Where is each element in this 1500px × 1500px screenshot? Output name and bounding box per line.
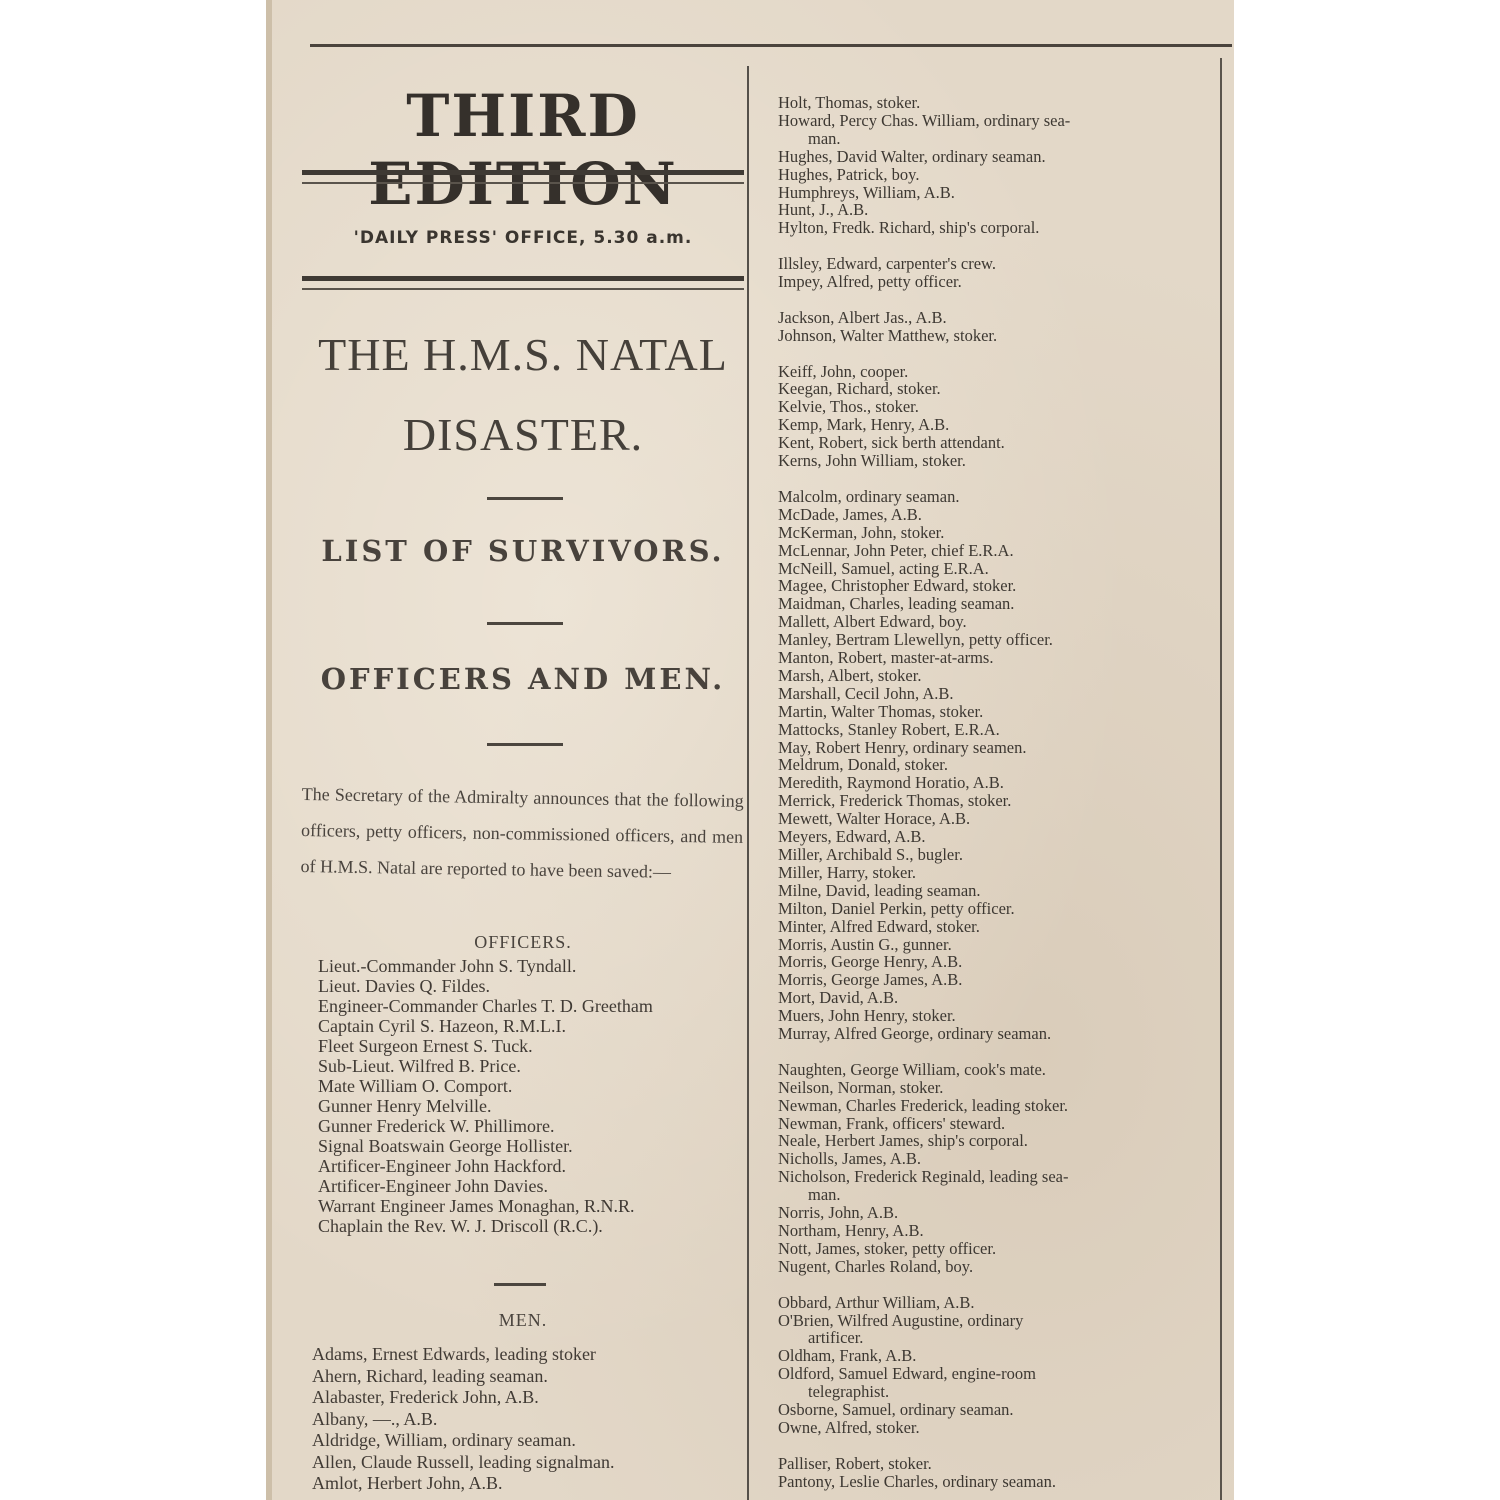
man-entry: Humphreys, William, A.B. [778,182,955,202]
group-gap [778,237,1218,255]
officer-entry: Lieut.-Commander John S. Tyndall. [318,956,577,976]
man-entry: McDade, James, A.B. [778,504,922,524]
officer-entry: Captain Cyril S. Hazeon, R.M.L.I. [318,1016,566,1036]
men-heading: MEN. [498,1310,548,1330]
headline-officers-men: OFFICERS AND MEN. [320,662,726,696]
man-entry: Morris, George James, A.B. [778,970,963,990]
group-gap [778,1043,1218,1061]
man-entry: Malcolm, ordinary seaman. [778,486,960,506]
man-entry: Minter, Alfred Edward, stoker. [778,916,980,936]
man-entry: Albany, —., A.B. [312,1408,438,1429]
man-entry: McKerman, John, stoker. [778,522,945,542]
man-entry: Ahern, Richard, leading seaman. [312,1365,548,1386]
man-entry: Northam, Henry, A.B. [778,1221,924,1241]
man-entry: Obbard, Arthur William, A.B. [778,1292,975,1312]
man-entry: Mallett, Albert Edward, boy. [778,612,967,632]
man-entry: Murray, Alfred George, ordinary seaman. [778,1024,1052,1044]
man-entry: Osborne, Samuel, ordinary seaman. [778,1400,1014,1420]
officer-entry: Warrant Engineer James Monaghan, R.N.R. [318,1196,635,1216]
man-entry: Milne, David, leading seaman. [778,880,981,900]
man-entry: May, Robert Henry, ordinary seamen. [778,737,1027,757]
officer-entry: Engineer-Commander Charles T. D. Greetham [318,996,653,1016]
officer-entry: Sub-Lieut. Wilfred B. Price. [318,1056,521,1076]
headline-sub: DISASTER. [402,409,644,460]
man-entry: Naughten, George William, cook's mate. [778,1059,1046,1079]
group-gap [778,291,1218,309]
man-entry: Miller, Archibald S., bugler. [778,845,963,864]
man-entry-continuation: man. [808,128,841,148]
man-entry: Aldridge, William, ordinary seaman. [312,1430,576,1450]
man-entry: Hunt, J., A.B. [778,200,869,220]
man-entry: Merrick, Frederick Thomas, stoker. [778,791,1012,811]
officer-entry: Chaplain the Rev. W. J. Driscoll (R.C.). [318,1216,603,1236]
man-entry: Hughes, Patrick, boy. [778,164,920,184]
man-entry: Norris, John, A.B. [778,1203,899,1223]
man-entry: McLennar, John Peter, chief E.R.A. [778,540,1014,560]
man-entry: Magee, Christopher Edward, stoker. [778,576,1017,596]
man-entry: Manton, Robert, master-at-arms. [778,648,994,668]
man-entry: Mort, David, A.B. [778,988,899,1008]
edition-title: THIRD EDITION [368,82,678,218]
officers-list [318,956,748,1236]
man-entry: Kerns, John William, stoker. [778,451,966,471]
man-entry: Mewett, Walter Horace, A.B. [778,809,971,829]
right-column-rule [1220,58,1222,1500]
man-entry: Meredith, Raymond Horatio, A.B. [778,773,1004,793]
short-rule [487,743,563,746]
short-rule [487,497,563,500]
man-entry: Allen, Claude Russell, leading signalman. [312,1451,615,1472]
man-entry: Kemp, Mark, Henry, A.B. [778,415,950,435]
man-entry: Oldford, Samuel Edward, engine-room [778,1364,1036,1384]
men-list-left [312,1344,742,1495]
man-entry: Owne, Alfred, stoker. [778,1417,920,1437]
right-column-list [778,94,1218,1491]
man-entry: Keiff, John, cooper. [778,361,909,381]
man-entry: Muers, John Henry, stoker. [778,1006,956,1026]
man-entry: Nicholson, Frederick Reginald, leading sea- [778,1167,1069,1187]
man-entry: Amlot, Herbert John, A.B. [312,1473,503,1493]
man-entry: Kelvie, Thos., stoker. [778,397,919,417]
man-entry-continuation: man. [808,1185,841,1205]
man-entry: Miller, Harry, stoker. [778,862,917,882]
short-rule [487,622,563,625]
officer-entry: Lieut. Davies Q. Fildes. [318,976,490,996]
group-gap [778,1276,1218,1294]
man-entry: Adams, Ernest Edwards, leading stoker [312,1344,596,1364]
man-entry: Meyers, Edward, A.B. [778,827,926,847]
man-entry: Impey, Alfred, petty officer. [778,272,962,292]
page-edge-shadow [266,0,272,1500]
man-entry: Nott, James, stoker, petty officer. [778,1238,997,1258]
officer-entry: Artificer-Engineer John Hackford. [318,1156,567,1176]
man-entry: Martin, Walter Thomas, stoker. [778,701,984,721]
man-entry: Maidman, Charles, leading seaman. [778,594,1015,614]
man-entry: Keegan, Richard, stoker. [778,379,941,399]
officer-entry: Signal Boatswain George Hollister. [318,1136,573,1156]
man-entry: Morris, George Henry, A.B. [778,952,963,972]
man-entry: Marsh, Albert, stoker. [778,665,922,685]
officer-entry: Mate William O. Comport. [318,1076,513,1096]
man-entry: Mattocks, Stanley Robert, E.R.A. [778,719,1000,739]
headline-main: THE H.M.S. NATAL [318,329,728,380]
man-entry: Jackson, Albert Jas., A.B. [778,307,947,327]
man-entry: Hylton, Fredk. Richard, ship's corporal. [778,218,1040,238]
officer-entry: Gunner Henry Melville. [318,1096,492,1116]
man-entry-continuation: artificer. [808,1328,864,1348]
man-entry: Meldrum, Donald, stoker. [778,755,949,775]
officer-entry: Gunner Frederick W. Phillimore. [318,1116,555,1136]
column-rule [747,66,749,1500]
group-gap [778,345,1218,363]
double-rule [302,276,744,290]
man-entry: Marshall, Cecil John, A.B. [778,683,954,703]
man-entry: Morris, Austin G., gunner. [778,934,952,954]
man-entry: Holt, Thomas, stoker. [778,93,921,112]
man-entry: Neilson, Norman, stoker. [778,1077,944,1097]
man-entry: Newman, Frank, officers' steward. [778,1113,1006,1133]
man-entry: Howard, Percy Chas. William, ordinary sea- [778,110,1071,130]
man-entry: Pantony, Leslie Charles, ordinary seaman. [778,1471,1056,1491]
man-entry: Manley, Bertram Llewellyn, petty officer. [778,630,1053,650]
double-rule [302,170,744,184]
headline-survivors: LIST OF SURVIVORS. [321,534,725,568]
officers-heading: OFFICERS. [474,932,572,952]
short-rule [494,1283,546,1286]
man-entry-continuation: telegraphist. [808,1382,890,1402]
man-entry: Hughes, David Walter, ordinary seaman. [778,146,1046,166]
officer-entry: Artificer-Engineer John Davies. [318,1176,549,1196]
officer-entry: Fleet Surgeon Ernest S. Tuck. [318,1036,533,1056]
announcement-paragraph: The Secretary of the Admiralty announces that the following officers, petty officers, non-commissioned officers, and men of H.M.S. Natal are reported to have been saved:— [300,783,744,882]
man-entry: O'Brien, Wilfred Augustine, ordinary [778,1310,1024,1330]
man-entry: Palliser, Robert, stoker. [778,1453,932,1473]
group-gap [778,1437,1218,1455]
group-gap [778,470,1218,488]
man-entry: Milton, Daniel Perkin, petty officer. [778,898,1015,918]
left-column [302,0,744,1500]
man-entry: Nugent, Charles Roland, boy. [778,1256,974,1276]
man-entry: Newman, Charles Frederick, leading stoker. [778,1095,1069,1115]
man-entry: Johnson, Walter Matthew, stoker. [778,325,998,345]
man-entry: Neale, Herbert James, ship's corporal. [778,1131,1028,1151]
man-entry: Kent, Robert, sick berth attendant. [778,433,1005,453]
man-entry: Alabaster, Frederick John, A.B. [312,1387,539,1407]
man-entry: Nicholls, James, A.B. [778,1149,921,1169]
man-entry: Oldham, Frank, A.B. [778,1346,917,1366]
man-entry: Illsley, Edward, carpenter's crew. [778,254,996,274]
office-line: 'DAILY PRESS' OFFICE, 5.30 a.m. [353,228,693,248]
newspaper-page [266,0,1234,1500]
man-entry: McNeill, Samuel, acting E.R.A. [778,558,989,578]
